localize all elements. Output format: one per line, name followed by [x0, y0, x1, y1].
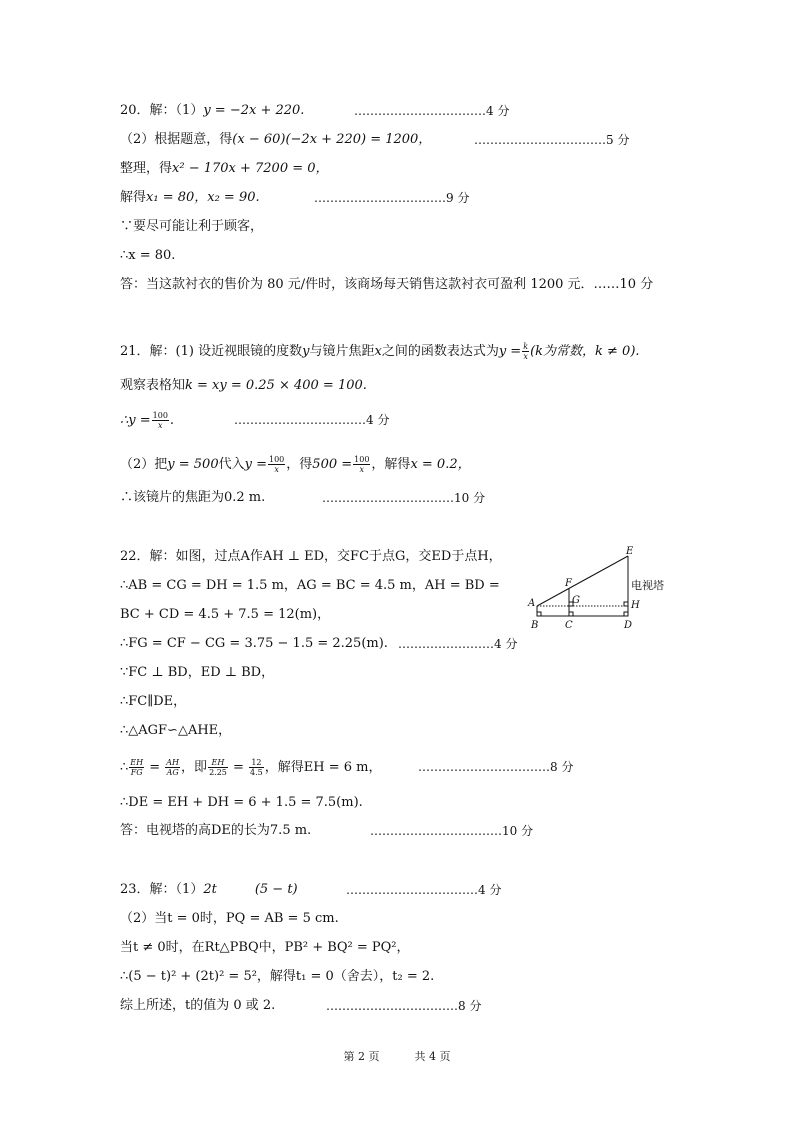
q22-line-7: ∴△AGF∽△AHE， — [120, 723, 232, 738]
q20-line-7: 答：当这款衬衣的售价为 80 元/件时，该商场每天销售这款衬衣可盈利 1200 元．……10 分 — [120, 277, 654, 292]
q21-l4-yeq: y = — [244, 457, 267, 472]
f2-num: AH — [166, 758, 180, 767]
frac-num: 100 — [152, 411, 168, 420]
q20-l2-pre: （2）根据题意，得 — [120, 132, 233, 147]
q21-l4-f: ，解得 — [371, 457, 411, 472]
label-g: G — [572, 595, 580, 606]
q21-l1-c: 之间的函数表达式为 — [381, 344, 499, 359]
q23-line-1 — [120, 881, 298, 899]
q20-line-4 — [120, 189, 260, 207]
q20-line-5: ∵要尽可能让利于顾客， — [120, 219, 264, 234]
f4-num: 12 — [249, 758, 264, 768]
q20-l4-eq: x₁ = 80，x₂ = 90. — [146, 190, 260, 205]
q22-line-8: ∴ $\frac{EH}{FG}$ = $\frac{AH}{AG}$ ，即 $\frac{EH}{2.25}$ = $\frac{12}{4.5}$ ，解得EH = 6 m， — [120, 758, 382, 777]
q23-line-2: （2）当t = 0时，PQ = AB = 5 cm. — [120, 911, 339, 926]
right-angle-h — [624, 602, 628, 606]
f3-den: 2.25 — [209, 768, 227, 777]
q20-l3-eq: x² − 170x + 7200 = 0， — [172, 161, 329, 176]
right-angle-d — [624, 612, 628, 616]
q22-frac-eh-225 — [208, 758, 228, 777]
q20-eq1: y = −2x + 220. — [203, 103, 305, 118]
q21-frac-100-x — [152, 411, 169, 430]
label-e: E — [626, 546, 634, 557]
q20-line-3 — [120, 160, 329, 178]
q21-line-3: ∴y = $\frac{100}{x}$ . — [120, 411, 175, 430]
q21-line-1 — [120, 342, 640, 361]
q21-var-x: x — [374, 344, 382, 359]
q22-line-5: ∵FC ⊥ BD，ED ⊥ BD， — [120, 665, 275, 680]
q22-frac-ah-ag — [165, 758, 180, 777]
q22-line-2: ∴AB = CG = DH = 1.5 m，AG = BC = 4.5 m，AH = BD = — [120, 578, 500, 593]
sight-line-ae — [537, 556, 628, 606]
f2-den: AG — [166, 768, 179, 777]
footer-total-pages: 共 4 页 — [414, 1050, 451, 1063]
geometry-figure — [525, 546, 675, 636]
q21-l2-b: k = xy = 0.25 × 400 = 100. — [185, 378, 367, 393]
q23-line-3: 当t ≠ 0时，在Rt△PBQ中，PB² + BQ² = PQ²， — [120, 940, 410, 955]
q21-line-2 — [120, 377, 367, 395]
q22-score-3: ……………………………10 分 — [370, 824, 534, 838]
q21-l2-a: 观察表格知 — [120, 378, 186, 393]
q22-line-3: BC + CD = 4.5 + 7.5 = 12(m)， — [120, 607, 331, 622]
label-f: F — [565, 578, 572, 589]
q20-l4-pre: 解得 — [120, 190, 147, 205]
q21-l1-d: (k为常数，k ≠ 0). — [530, 344, 640, 359]
label-a: A — [528, 598, 536, 609]
right-angle-c — [569, 612, 573, 616]
q21-l3-a: ∴y = — [120, 413, 151, 428]
page-footer — [0, 1048, 794, 1064]
q20-score-2: ……………………………5 分 — [474, 133, 630, 147]
q20-head: 20．解：（1） — [120, 103, 204, 118]
q21-line-4 — [120, 455, 471, 474]
q21-l4-d: ，得 — [286, 457, 313, 472]
q22-line-10: 答：电视塔的高DE的长为7.5 m. — [120, 823, 312, 838]
q20-score-3: ……………………………9 分 — [314, 191, 470, 205]
q21-l1-a: 21．解：(1) 设近视眼镜的度数 — [120, 344, 303, 359]
q20-l2-eq: (x − 60)(−2x + 220) = 1200， — [232, 132, 432, 147]
f3-num: EH — [208, 758, 228, 768]
q23-l1-b: 2t — [203, 882, 217, 897]
q22-line-6: ∴FC∥DE， — [120, 694, 187, 709]
q20-line-2 — [120, 131, 431, 149]
frac-den: x — [158, 421, 163, 430]
q20-line-6: ∴x = 80. — [120, 248, 176, 263]
q21-l4-g: x = 0.2， — [410, 457, 471, 472]
q22-score-2: ……………………………8 分 — [418, 760, 574, 774]
q23-line-4: ∴(5 − t)² + (2t)² = 5²，解得t₁ = 0（舍去），t₂ = 2. — [120, 969, 435, 984]
f4-den: 4.5 — [250, 768, 263, 777]
q22-line-9: ∴DE = EH + DH = 6 + 1.5 = 7.5(m). — [120, 795, 363, 810]
q22-frac-eh-fg — [129, 758, 144, 777]
q21-var-y: y — [302, 344, 310, 359]
q21-line-5: ∴该镜片的焦距为0.2 m. — [120, 490, 266, 505]
q22-l8-a: ∴ — [120, 760, 129, 775]
q21-l4-e: 500 = — [312, 457, 353, 472]
right-angle-b — [537, 612, 541, 616]
q22-line-4: ∴FG = CF − CG = 3.75 − 1.5 = 2.25(m). — [120, 636, 388, 651]
label-c: C — [565, 620, 573, 631]
q21-frac-3: $\frac{100}{x}$ — [354, 455, 370, 474]
f1-num: EH — [130, 758, 144, 767]
q22-l8-c: ，解得EH = 6 m， — [264, 760, 382, 775]
q21-score-1: ……………………………4 分 — [234, 413, 390, 427]
q21-y-eq: y = — [498, 344, 522, 359]
q23-l1-a: 23．解：（1） — [120, 882, 204, 897]
q23-l1-c: (5 − t) — [254, 882, 298, 897]
label-h: H — [631, 600, 640, 611]
q22-score-1: ……………………4 分 — [398, 637, 518, 651]
q21-l1-b: 与镜片焦距 — [309, 344, 375, 359]
q21-frac-k-x: $\frac{k}{x}$ — [523, 342, 529, 361]
q22-l8-b: ，即 — [181, 760, 208, 775]
q21-frac-2: $\frac{100}{x}$ — [269, 455, 285, 474]
label-tower: 电视塔 — [631, 579, 664, 592]
footer-page-number: 第 2 页 — [343, 1050, 380, 1063]
label-d: D — [624, 620, 633, 631]
q23-score-1: ……………………………4 分 — [346, 883, 502, 897]
q20-line-1 — [120, 102, 304, 120]
q20-score-1: ……………………………4 分 — [354, 104, 510, 118]
q22-frac-12-45 — [249, 758, 264, 777]
q21-score-2: ……………………………10 分 — [322, 491, 486, 505]
f1-den: FG — [130, 768, 143, 777]
q23-line-5: 综上所述，t的值为 0 或 2. — [120, 998, 276, 1013]
q20-l3-pre: 整理，得 — [120, 161, 173, 176]
q21-l4-c: 代入 — [218, 457, 245, 472]
label-b: B — [531, 620, 539, 631]
q23-score-2: ……………………………8 分 — [326, 999, 482, 1013]
q21-l4-b: y = 500 — [167, 457, 219, 472]
q22-line-1: 22．解：如图，过点A作AH ⊥ ED，交FC于点G，交ED于点H， — [120, 549, 502, 564]
q21-l4-a: （2）把 — [120, 457, 168, 472]
